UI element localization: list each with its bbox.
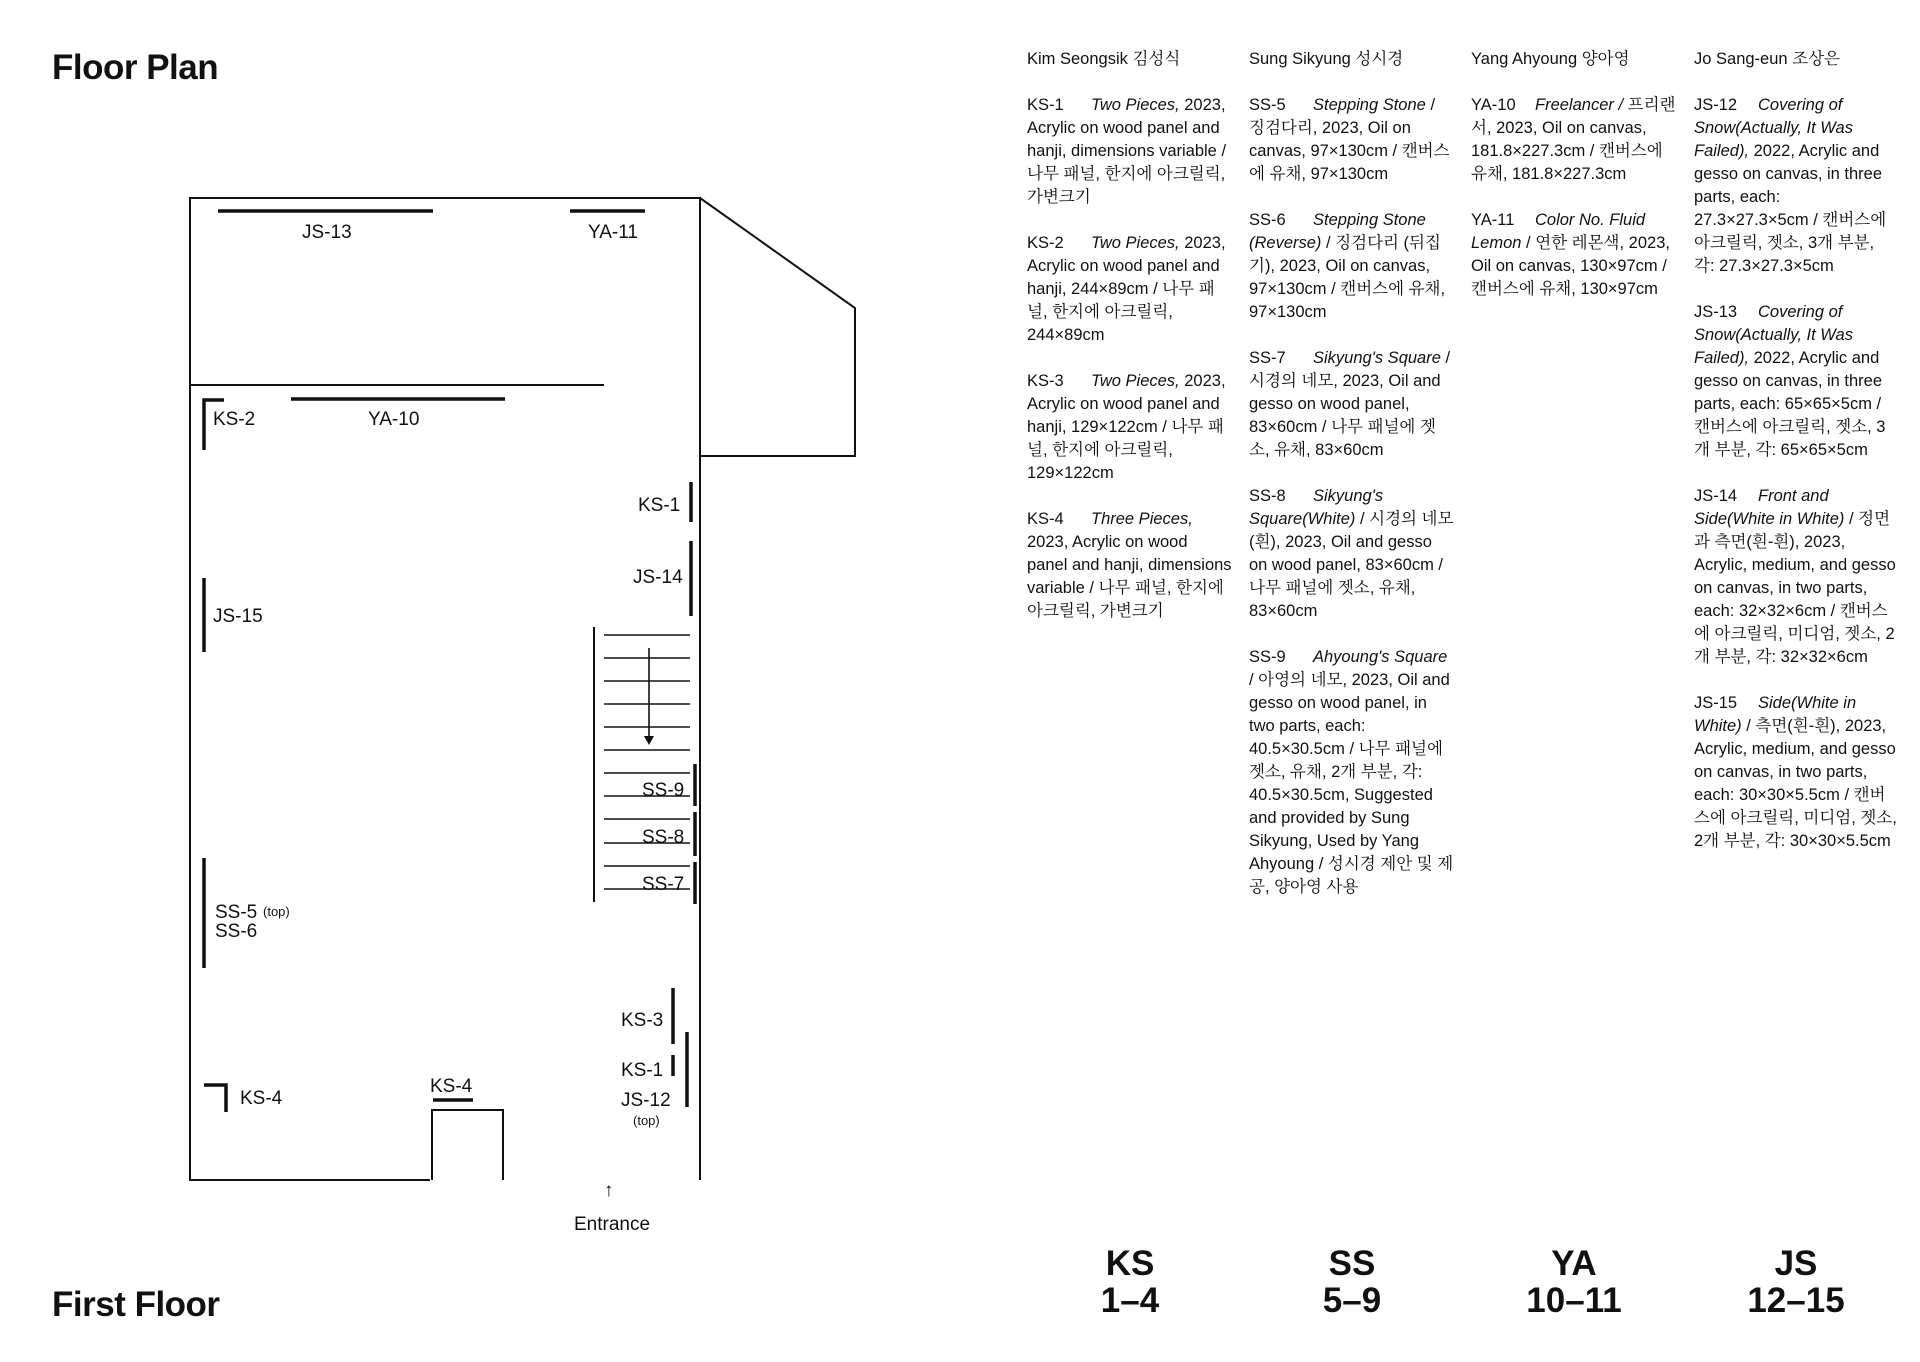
work-entry: KS-2 Two Pieces, 2023, Acrylic on wood panel and hanji, 244×89cm / 나무 패널, 한지에 아크릴릭, 244×89cm	[1027, 234, 1226, 344]
label-js14: JS-14	[633, 567, 683, 588]
label-ks1-lower: KS-1	[621, 1060, 664, 1081]
artist-column-kim	[1027, 48, 1232, 646]
floor-title: First Floor	[52, 1285, 220, 1324]
work-entry: SS-9 Ahyoung's Square / 아영의 네모, 2023, Oil and gesso on wood panel, in two parts, each: 40.5×30.5cm / 나무 패널에 젯소, 유채, 2개 부분, 각: 40.5×30.5cm, Suggested and provided by Sung Sikyung, Used by Yang Ahyoung / 성시경 제안 및 제공, 양아영 사용	[1249, 648, 1454, 896]
label-ss8: SS-8	[642, 827, 685, 848]
work-entry: SS-6 Stepping Stone (Reverse) / 징검다리 (뒤집기), 2023, Oil on canvas, 97×130cm / 캔버스에 유채, 97×130cm	[1249, 211, 1446, 321]
artist-name: Yang Ahyoung 양아영	[1471, 50, 1630, 68]
pillar	[432, 1110, 503, 1180]
work-entry: YA-10 Freelancer / 프리랜서, 2023, Oil on canvas, 181.8×227.3cm / 캔버스에 유채, 181.8×227.3cm	[1471, 96, 1676, 183]
work-entry: KS-4 Three Pieces, 2023, Acrylic on wood panel and hanji, dimensions variable / 나무 패널, 한지에 아크릴릭, 가변크기	[1027, 510, 1232, 620]
outer-wall	[190, 198, 700, 1180]
label-ss5: SS-5	[215, 902, 258, 923]
label-js12: JS-12	[621, 1090, 671, 1111]
code-range-ss: SS 5–9	[1322, 1244, 1382, 1320]
label-ks2: KS-2	[213, 409, 256, 430]
label-ya10: YA-10	[368, 409, 420, 430]
label-ss7: SS-7	[642, 874, 685, 895]
work-entry: SS-7 Sikyung's Square / 시경의 네모, 2023, Oil and gesso on wood panel, 83×60cm / 나무 패널에 젯소, 유채, 83×60cm	[1249, 349, 1451, 459]
artist-column-jo	[1694, 48, 1899, 876]
work-entry: JS-15 Side(White in White) / 측면(흰-흰), 2023, Acrylic, medium, and gesso on canvas, in two parts, each: 30×30×5.5cm / 캔버스에 아크릴릭, 미디엄, 젯소, 2개 부분, 각: 30×30×5.5cm	[1694, 694, 1897, 850]
entrance-label: Entrance	[574, 1214, 651, 1235]
work-entry: KS-1 Two Pieces, 2023, Acrylic on wood panel and hanji, dimensions variable / 나무 패널, 한지에 아크릴릭, 가변크기	[1027, 96, 1227, 206]
label-ks4-left: KS-4	[240, 1088, 283, 1109]
code-range-ya: YA 10–11	[1526, 1244, 1622, 1320]
work-entry: JS-13 Covering of Snow(Actually, It Was Failed), 2022, Acrylic and gesso on canvas, in three parts, each: 65×65×5cm / 캔버스에 아크릴릭, 젯소, 3개 부분, 각: 65×65×5cm	[1694, 303, 1886, 459]
label-ss9: SS-9	[642, 780, 685, 801]
label-ks4-mid: KS-4	[430, 1076, 473, 1097]
work-entry: YA-11 Color No. Fluid Lemon / 연한 레몬색, 2023, Oil on canvas, 130×97cm / 캔버스에 유채, 130×97cm	[1471, 211, 1670, 298]
label-ya11: YA-11	[588, 222, 638, 243]
label-js12-note: (top)	[633, 1113, 660, 1128]
work-entry: SS-5 Stepping Stone / 징검다리, 2023, Oil on canvas, 97×130cm / 캔버스에 유채, 97×130cm	[1249, 96, 1450, 183]
work-entry: JS-12 Covering of Snow(Actually, It Was Failed), 2022, Acrylic and gesso on canvas, in three parts, each: 27.3×27.3×5cm / 캔버스에 아크릴릭, 젯소, 3개 부분, 각: 27.3×27.3×5cm	[1694, 96, 1887, 275]
artist-column-sung	[1249, 48, 1454, 922]
label-ks3: KS-3	[621, 1010, 664, 1031]
work-entry: KS-3 Two Pieces, 2023, Acrylic on wood panel and hanji, 129×122cm / 나무 패널, 한지에 아크릴릭, 129×122cm	[1027, 372, 1226, 482]
work-entry: JS-14 Front and Side(White in White) / 정면과 측면(흰-흰), 2023, Acrylic, medium, and gesso on canvas, in two parts, each: 32×32×6cm / 캔버스에 아크릴릭, 미디엄, 젯소, 2개 부분, 각: 32×32×6cm	[1694, 487, 1896, 666]
work-entry: SS-8 Sikyung's Square(White) / 시경의 네모(흰), 2023, Oil and gesso on wood panel, 83×60cm / 나무 패널에 젯소, 유채, 83×60cm	[1249, 487, 1454, 620]
staircase	[604, 635, 690, 889]
side-room-wall	[700, 198, 855, 456]
label-js15: JS-15	[213, 606, 263, 627]
label-ss5-note: (top)	[263, 904, 290, 919]
label-js13: JS-13	[302, 222, 352, 243]
label-ss6: SS-6	[215, 921, 258, 942]
artist-name: Kim Seongsik 김성식	[1027, 50, 1181, 68]
artist-name: Jo Sang-eun 조상은	[1694, 50, 1840, 68]
label-ks1-upper: KS-1	[638, 495, 681, 516]
artist-name: Sung Sikyung 성시경	[1249, 50, 1404, 68]
page-title: Floor Plan	[52, 48, 219, 87]
entrance-arrow-icon: ↑	[604, 1180, 614, 1201]
artist-column-yang	[1471, 48, 1676, 324]
code-range-js: JS 12–15	[1747, 1244, 1845, 1320]
artwork-ks4-left	[204, 1085, 226, 1112]
code-range-ks: KS 1–4	[1100, 1244, 1160, 1320]
